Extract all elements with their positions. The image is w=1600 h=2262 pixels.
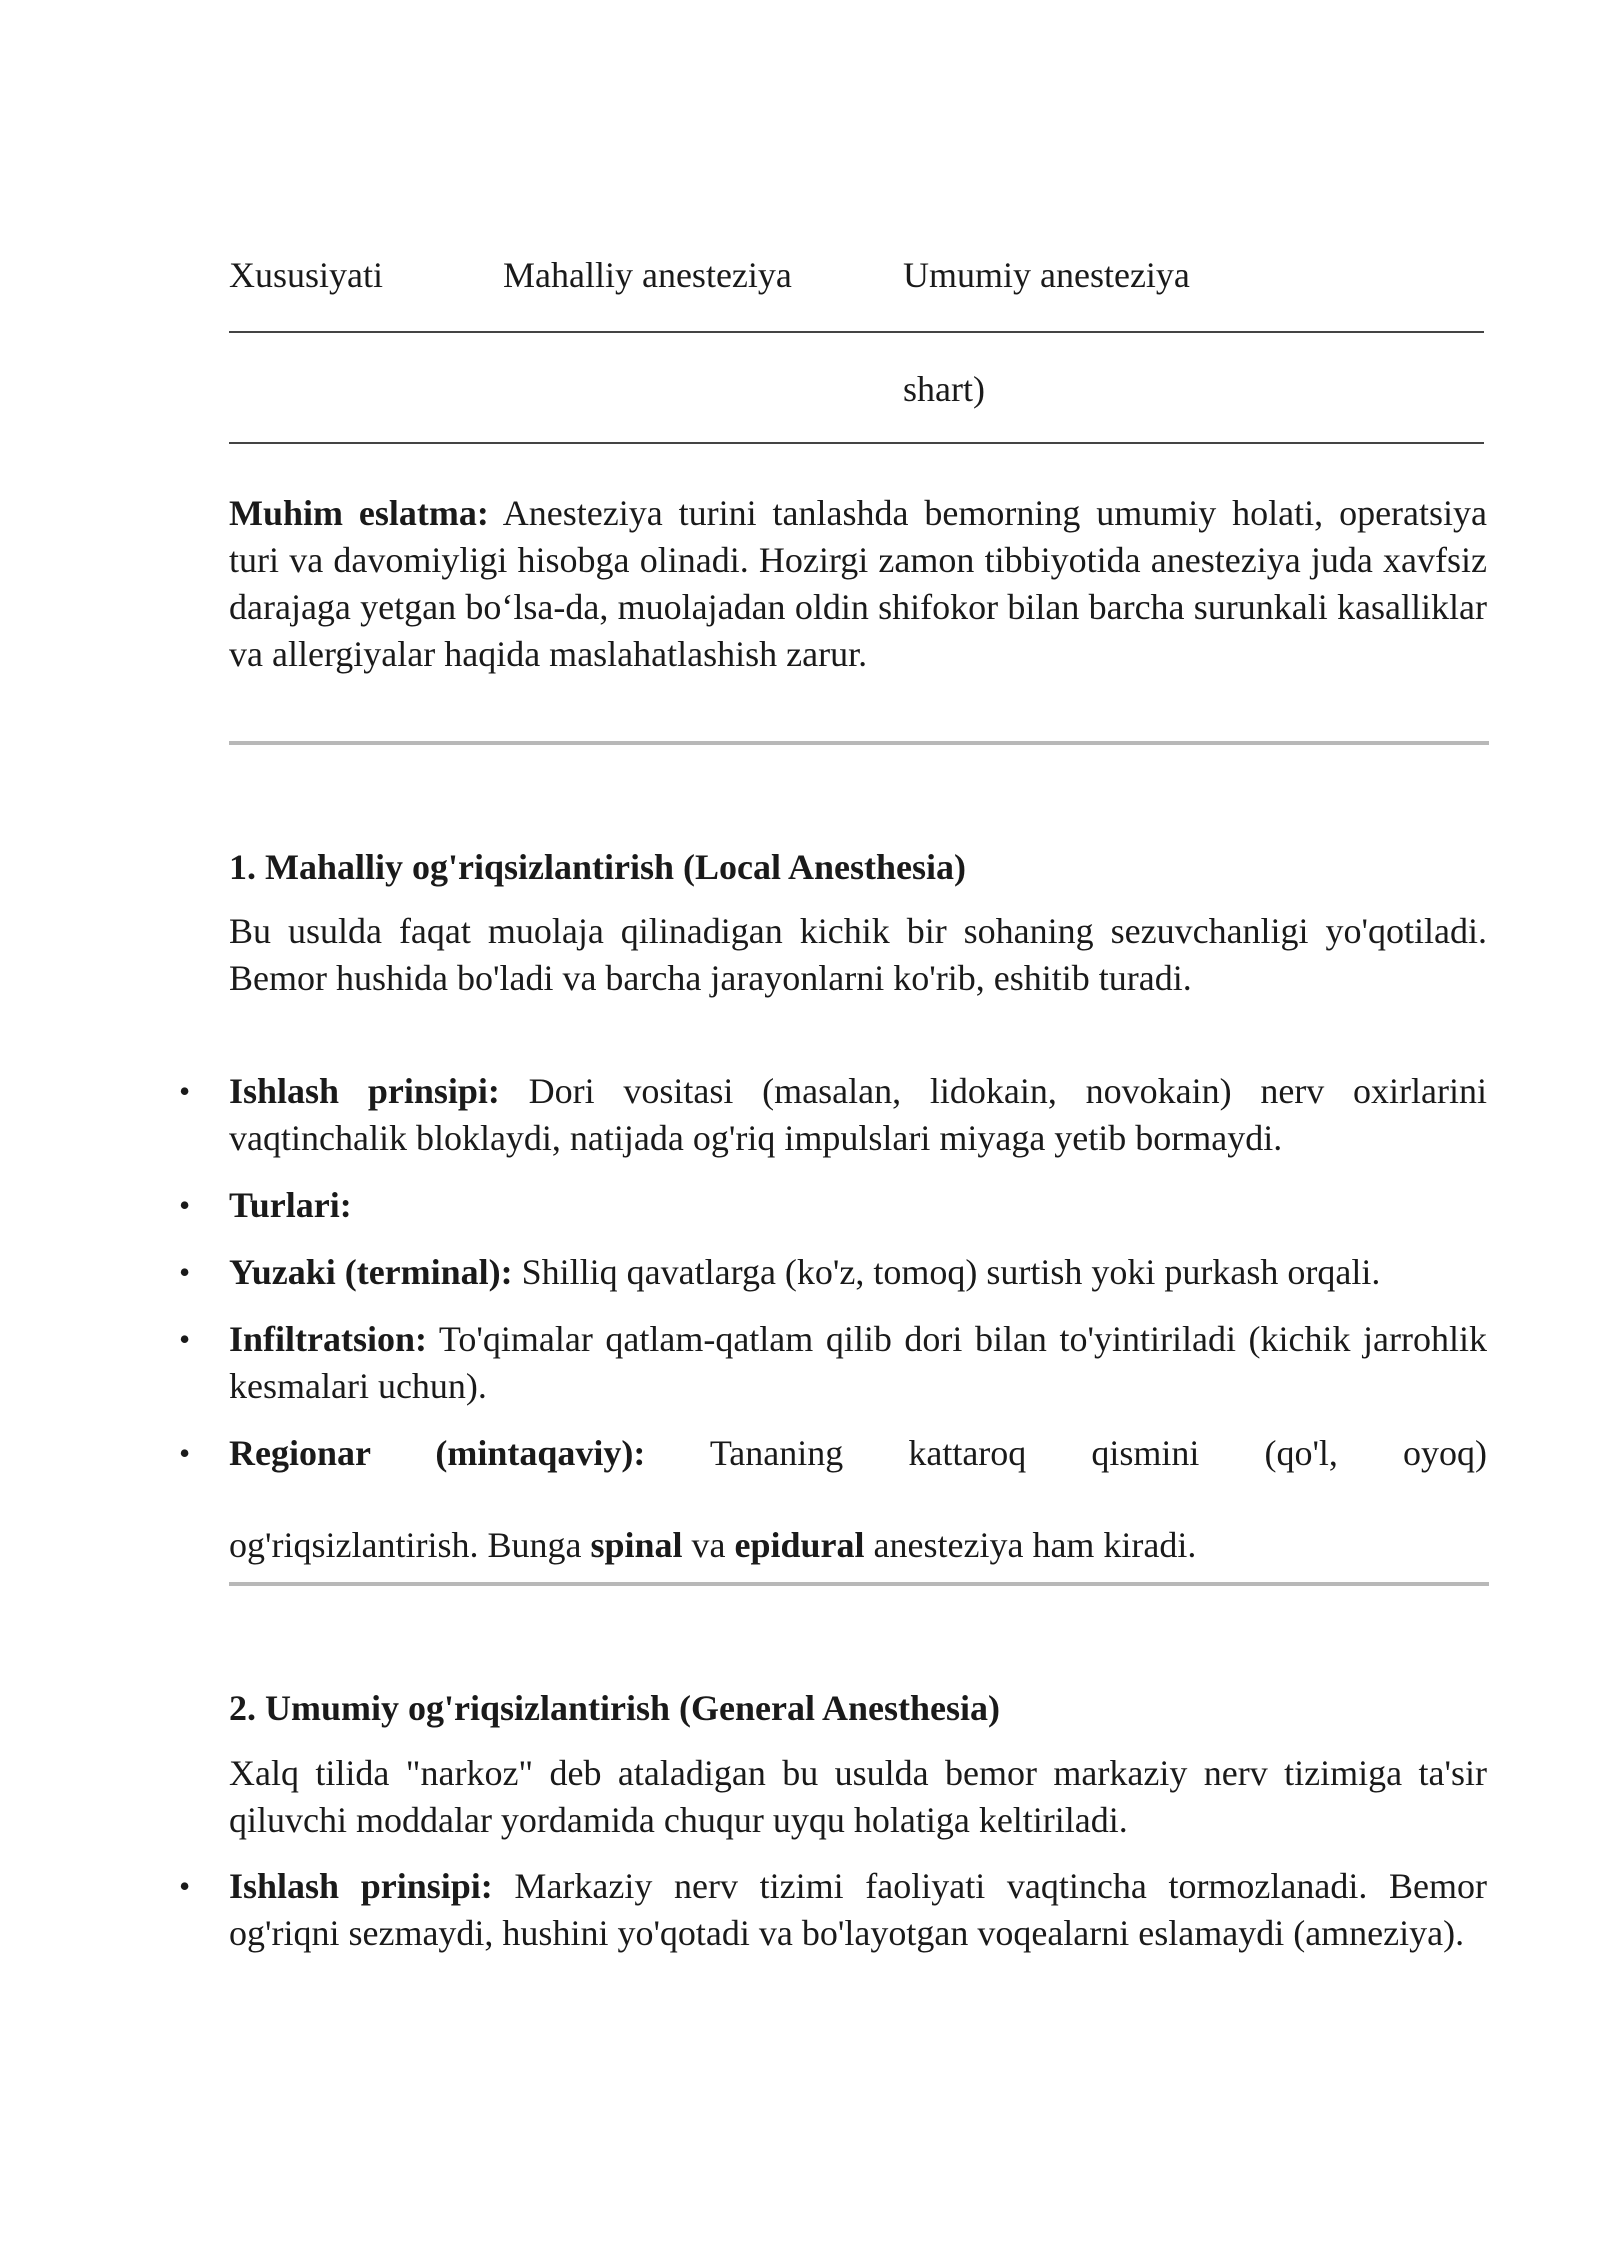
table-bottom-rule — [229, 442, 1484, 444]
table-cell-continuation: shart) — [903, 369, 985, 409]
section-2-list — [229, 1863, 1487, 1957]
table-divider — [229, 331, 1484, 333]
list-item-first-line: • Regionar (mintaqaviy): Tananing kattaroq qismini (qo'l, oyoq) — [229, 1433, 1488, 1473]
list-item-text: To'qimalar qatlam-qatlam qilib dori bilan to'yintiriladi (kichik jarrohlik kesmalari uchun). — [229, 1319, 1487, 1406]
table-header-general: Umumiy anesteziya — [903, 255, 1190, 295]
section-1-intro: Bu usulda faqat muolaja qilinadigan kichik bir sohaning sezuvchanligi yo'qotiladi. Bemor hushida bo'ladi va barcha jarayonlarni ko'rib, eshitib turadi. — [229, 911, 1487, 998]
epidural-term: epidural — [734, 1525, 865, 1565]
list-item-label: Infiltratsion: — [229, 1319, 427, 1359]
important-note — [229, 490, 1487, 678]
list-item-label: Yuzaki (terminal): — [229, 1252, 513, 1292]
table-header-feature: Xususiyati — [229, 255, 384, 295]
table-header-local: Mahalliy anesteziya — [503, 255, 792, 295]
section-2-heading: 2. Umumiy og'riqsizlantirish (General Anesthesia) — [229, 1688, 1000, 1728]
section-divider — [229, 741, 1489, 745]
section-divider — [229, 1582, 1489, 1586]
list-item-label: Ishlash prinsipi: — [229, 1071, 500, 1111]
list-item — [229, 1182, 1487, 1229]
list-item-text: Shilliq qavatlarga (ko'z, tomoq) surtish yoki purkash orqali. — [512, 1252, 1381, 1292]
list-item — [229, 1249, 1487, 1296]
list-item — [229, 1863, 1487, 1957]
note-label: Muhim eslatma: — [229, 493, 489, 533]
list-item-label: Turlari: — [229, 1185, 352, 1225]
list-item-label: Regionar (mintaqaviy): — [229, 1433, 646, 1473]
list-item — [229, 1316, 1487, 1410]
list-item-continuation: og'riqsizlantirish. Bunga spinal va epidural anesteziya ham kiradi. — [229, 1525, 1197, 1565]
list-item — [229, 1430, 1487, 1477]
section-2-intro: Xalq tilida "narkoz" deb ataladigan bu usulda bemor markaziy nerv tizimiga ta'sir qiluvchi moddalar yordamida chuqur uyqu holatiga keltiriladi. — [229, 1753, 1487, 1840]
list-item-label: Ishlash prinsipi: — [229, 1866, 493, 1906]
list-item-text: Markaziy nerv tizimi faoliyati vaqtincha tormozlanadi. Bemor og'riqni sezmaydi, hushini yo'qotadi va bo'layotgan voqealarni eslamaydi (amneziya). — [229, 1866, 1488, 1953]
section-1-list — [229, 1068, 1487, 1477]
comparison-table-header — [229, 252, 1487, 302]
list-item-text: Dori vositasi (masalan, lidokain, novokain) nerv oxirlarini vaqtinchalik bloklaydi, natijada og'riq impulslari miyaga yetib bormaydi. — [229, 1071, 1488, 1158]
section-1-heading: 1. Mahalliy og'riqsizlantirish (Local Anesthesia) — [229, 847, 967, 887]
list-item — [229, 1068, 1487, 1162]
spinal-term: spinal — [590, 1525, 683, 1565]
note-text: Anesteziya turini tanlashda bemorning umumiy holati, operatsiya turi va davomiyligi hisobga olinadi. Hozirgi zamon tibbiyotida anesteziya juda xavfsiz darajaga yetgan bo‘lsa-da, muolajadan oldin shifokor bilan barcha surunkali kasalliklar va allergiyalar haqida maslahatlashish zarur. — [229, 493, 1487, 674]
